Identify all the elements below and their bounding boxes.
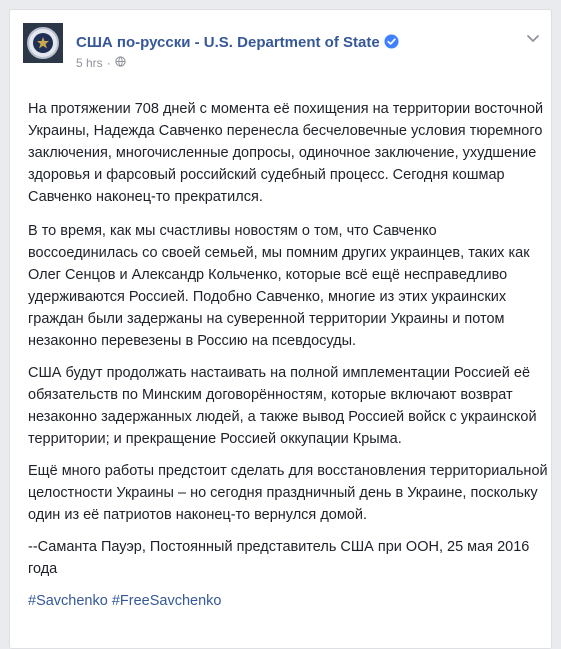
post-paragraph: В то время, как мы счастливы новостям о том, что Савченко воссоединилась со своей семьей, мы помним других украинцев, таких как Олег Сенцов и Александр Кольченко, которые всё ещё несправедливо удерживаются Россией. Подобно Савченко, многие из этих украинских граждан были задержаны на суверенной территории Украины и потом незаконно перевезены в Россию на псевдосуды. (28, 223, 530, 349)
post-card (9, 9, 552, 649)
chevron-down-icon[interactable] (525, 30, 541, 46)
post-body (28, 98, 548, 612)
globe-icon[interactable] (115, 56, 126, 70)
post-paragraph: Ещё много работы предстоит сделать для восстановления территориальной целостности Украины – но сегодня праздничный день в Украине, поскольку один из её патриотов наконец-то вернулся домой. (28, 463, 548, 523)
page-name-text[interactable]: США по-русски - U.S. Department of State (76, 34, 380, 51)
page-avatar[interactable] (23, 23, 63, 63)
meta-separator: · (106, 56, 111, 70)
post-paragraph: США будут продолжать настаивать на полной имплементации Россией её обязательств по Минским договорённостям, которые включают возврат незаконно задержанных людей, а также вывод Россией войск с украинской территории; и прекращение Россией оккупации Крыма. (28, 365, 537, 447)
post-signature: --Саманта Пауэр, Постоянный представитель США при ООН, 25 мая 2016 года (28, 539, 530, 577)
page-name-link[interactable] (76, 34, 399, 53)
seal-icon (27, 27, 59, 59)
hashtag-list (28, 590, 548, 612)
hashtag-link[interactable]: #Savchenko (28, 593, 108, 609)
post-meta (76, 56, 126, 70)
verified-badge-icon (384, 34, 399, 53)
post-timestamp[interactable]: 5 hrs (76, 56, 103, 70)
post-paragraph: На протяжении 708 дней с момента её похищения на территории восточной Украины, Надежда Савченко перенесла бесчеловечные условия тюремного заключения, многочисленные допросы, одиночное заключение, ухудшение здоровья и фарсовый российский судебный процесс. Сегодня кошмар Савченко наконец-то прекратился. (28, 101, 544, 205)
hashtag-link[interactable]: #FreeSavchenko (111, 593, 222, 609)
